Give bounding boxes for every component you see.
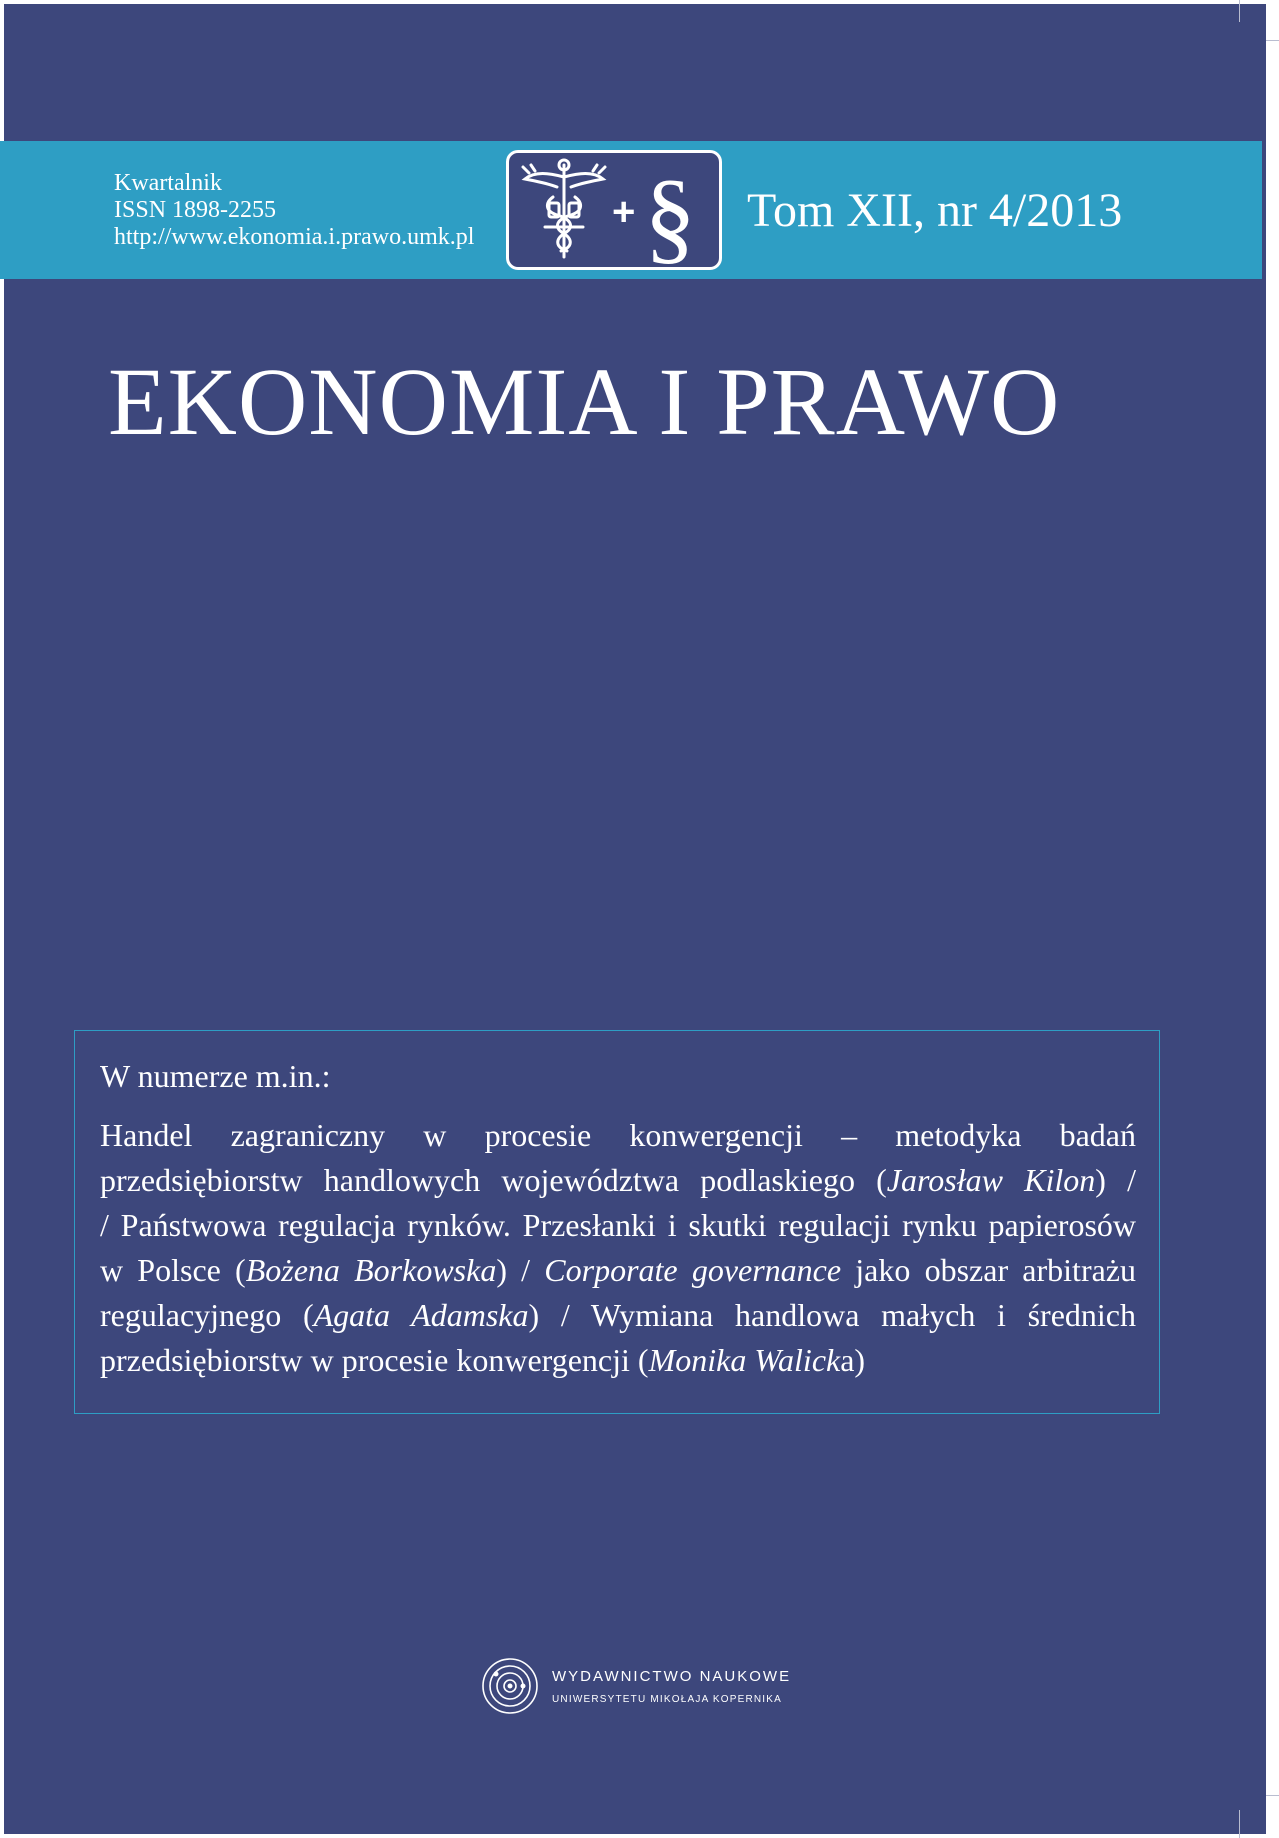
publisher-logo-icon xyxy=(480,1656,540,1716)
contents-line xyxy=(100,1203,1136,1248)
contents-text: przedsiębiorstw handlowych województwa podlaskiego ( xyxy=(100,1162,887,1198)
publisher-university: UNIWERSYTETU MIKOŁAJA KOPERNIKA xyxy=(552,1694,783,1705)
contents-line xyxy=(100,1338,1136,1383)
contents-text: regulacyjnego ( xyxy=(100,1297,314,1333)
contents-text: Handel zagraniczny w procesie konwergencji – metodyka badań xyxy=(100,1117,1136,1153)
contents-text: jako obszar arbitrażu xyxy=(841,1252,1137,1288)
volume-label: Tom XII, nr 4/2013 xyxy=(747,184,1123,237)
contents-text: ) / Wymiana handlowa małych i średnich xyxy=(528,1297,1137,1333)
contents-line xyxy=(100,1248,1136,1293)
frequency-label: Kwartalnik xyxy=(114,170,222,196)
contents-list xyxy=(100,1113,1136,1383)
contents-text: / Państwowa regulacja rynków. Przesłanki i skutki regulacji rynku papierosów xyxy=(100,1207,1136,1243)
contents-line xyxy=(100,1113,1136,1158)
contents-text: ) / xyxy=(496,1252,545,1288)
crop-mark-bottom-right xyxy=(1239,1810,1240,1838)
contents-text: w Polsce ( xyxy=(100,1252,246,1288)
contents-line xyxy=(100,1293,1136,1338)
crop-mark-right-bottom xyxy=(1266,1795,1279,1796)
publisher-name: WYDAWNICTWO NAUKOWE xyxy=(552,1668,792,1685)
author-name: Agata Adamska xyxy=(313,1297,529,1333)
publisher-block xyxy=(480,1656,792,1720)
crop-mark-right-top xyxy=(1266,40,1279,41)
journal-info xyxy=(114,170,514,251)
contents-text: a) xyxy=(840,1342,866,1378)
issn-label: ISSN 1898-2255 xyxy=(114,197,277,223)
crop-mark-top-right xyxy=(1239,0,1240,22)
author-name: Monika Walick xyxy=(648,1342,841,1378)
journal-title: EKONOMIA I PRAWO xyxy=(108,348,1061,455)
author-name: Bożena Borkowska xyxy=(245,1252,497,1288)
contents-text: ) / xyxy=(1095,1162,1137,1198)
logo-section-sign: § xyxy=(644,159,696,267)
contents-heading: W numerze m.in.: xyxy=(100,1058,331,1094)
journal-url: http://www.ekonomia.i.prawo.umk.pl xyxy=(114,224,475,250)
caduceus-plus-section-icon xyxy=(509,153,719,267)
contents-line xyxy=(100,1158,1136,1203)
journal-logo xyxy=(506,150,722,270)
author-name: Jarosław Kilon xyxy=(886,1162,1096,1198)
article-term: Corporate governance xyxy=(544,1252,842,1288)
contents-text: przedsiębiorstw w procesie konwergencji ( xyxy=(100,1342,649,1378)
logo-plus: + xyxy=(612,190,636,234)
